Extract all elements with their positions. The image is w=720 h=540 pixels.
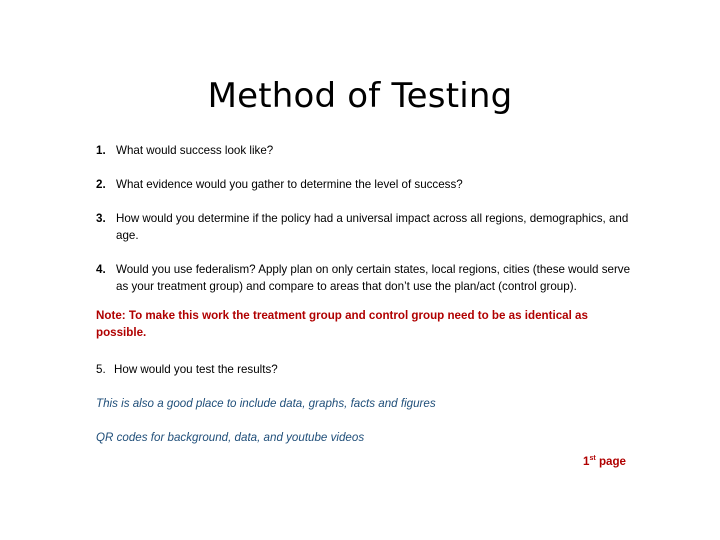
page-title: Method of Testing	[207, 76, 513, 116]
question-number: 4.	[96, 263, 106, 276]
page-word: page	[598, 455, 626, 468]
note-text: Note: To make this work the treatment group and control group need to be as identical as possible.	[96, 309, 588, 339]
question-text: How would you determine if the policy had a universal impact across all regions, demographics, and age.	[116, 212, 629, 242]
question-item-3	[96, 210, 636, 244]
page-number: 1	[583, 455, 590, 468]
question-text: How would you test the results?	[114, 363, 278, 376]
question-number: 5.	[96, 363, 106, 376]
question-item-4	[96, 261, 636, 295]
question-item-1	[96, 142, 636, 159]
tip-qr-codes: QR codes for background, data, and youtube videos	[96, 431, 365, 444]
tip-data-graphs: This is also a good place to include data, graphs, facts and figures	[96, 397, 436, 410]
question-text: What evidence would you gather to determine the level of success?	[116, 178, 463, 191]
question-number: 2.	[96, 178, 106, 191]
question-text: Would you use federalism? Apply plan on only certain states, local regions, cities (these would serve as your treatment group) and compare to areas that don’t use the plan/act (control group).	[116, 263, 631, 293]
page-number-suffix: st	[589, 455, 596, 463]
page-number-label	[583, 455, 626, 468]
question-number: 1.	[96, 144, 106, 157]
question-item-2	[96, 176, 636, 193]
question-item-5	[96, 361, 636, 378]
content-body	[96, 142, 636, 446]
question-text: What would success look like?	[116, 144, 274, 157]
question-number: 3.	[96, 212, 106, 225]
